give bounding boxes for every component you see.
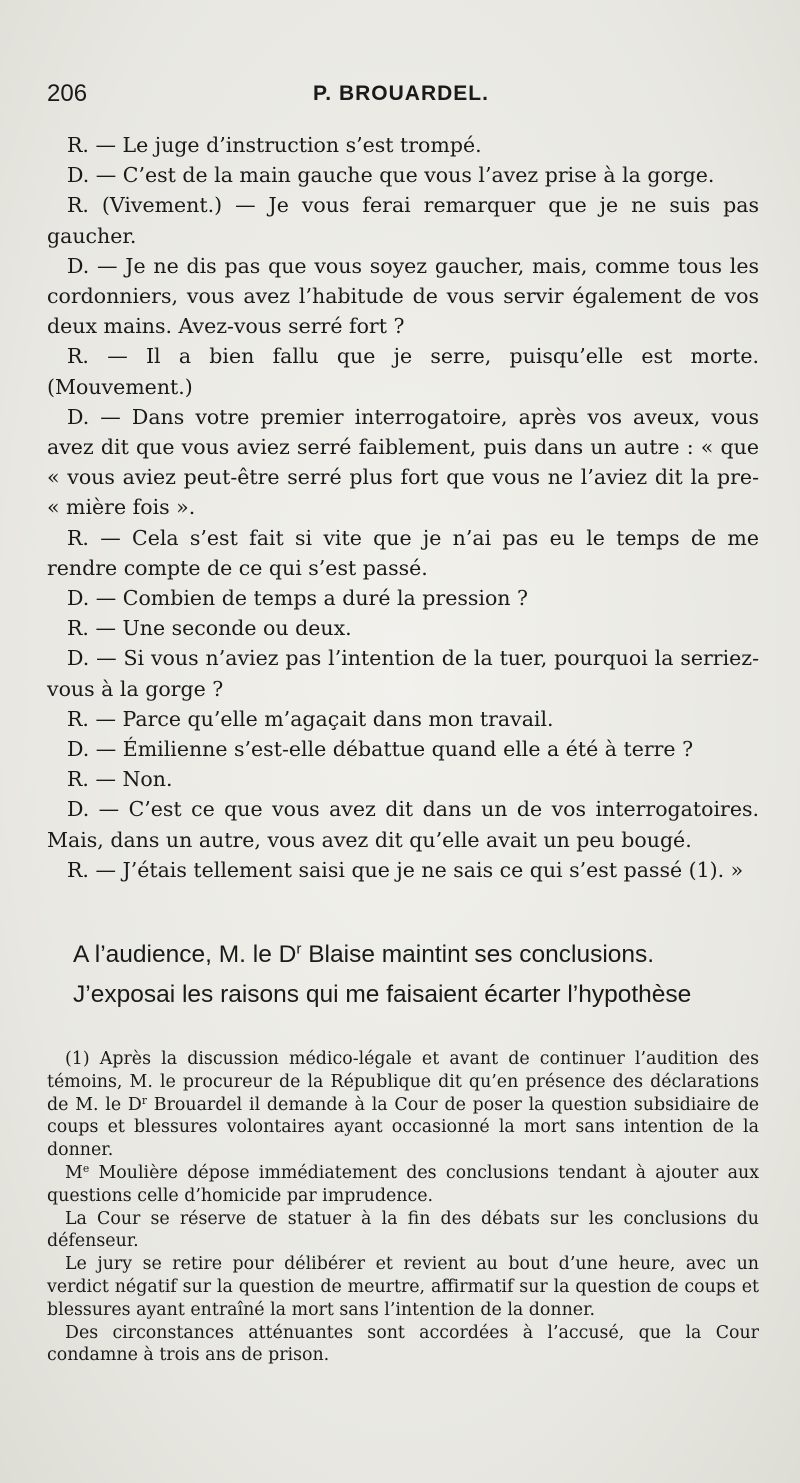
interrogation-dialogue bbox=[47, 130, 759, 885]
dialogue-line: D. — Combien de temps a duré la pression ? bbox=[67, 586, 528, 611]
dialogue-line: D. — Dans votre premier interrogatoire, après vos aveux, vous avez dit que vous aviez serré faiblement, puis dans un autre : « que « vous aviez peut-être serré plus fort que vous ne l’aviez dit la pre- « mière fois ». bbox=[47, 404, 759, 520]
footnote-paragraph: Me Moulière dépose immédiatement des conclusions tendant à ajouter aux questions celle d’homicide par imprudence. bbox=[47, 1162, 759, 1206]
dialogue-line: D. — C’est de la main gauche que vous l’avez prise à la gorge. bbox=[67, 163, 715, 188]
dialogue-line: R. (Vivement.) — Je vous ferai remarquer que je ne suis pas gaucher. bbox=[47, 193, 759, 248]
footnote-paragraph: Le jury se retire pour délibérer et revient au bout d’une heure, avec un verdict négatif sur la question de meurtre, affirmatif sur la question de coups et blessures ayant entraîné la mort sans l’intention de la donner. bbox=[47, 1254, 759, 1320]
dialogue-line: D. — C’est ce que vous avez dit dans un de vos interrogatoires. Mais, dans un autre, vous avez dit qu’elle avait un peu bougé. bbox=[47, 797, 759, 852]
main-paragraph: A l’audience, M. le $D^r$ Blaise maintint ses conclusions. bbox=[73, 940, 655, 968]
dialogue-line: R. — Il a bien fallu que je serre, puisqu’elle est morte. (Mouvement.) bbox=[47, 344, 759, 399]
dialogue-line: D. — Si vous n’aviez pas l’intention de la tuer, pourquoi la serriez-vous à la gorge ? bbox=[47, 646, 759, 701]
page-number: 206 bbox=[47, 80, 88, 107]
main-text bbox=[47, 935, 759, 1015]
footnote-paragraph: La Cour se réserve de statuer à la fin des débats sur les conclusions du défenseur. bbox=[47, 1208, 759, 1252]
footnote bbox=[47, 1048, 759, 1367]
dialogue-line: R. — Cela s’est fait si vite que je n’ai pas eu le temps de me rendre compte de ce qui s’est passé. bbox=[47, 525, 759, 580]
footnote-paragraph: Des circonstances atténuantes sont accordées à l’accusé, que la Cour condamne à trois ans de prison. bbox=[47, 1322, 759, 1366]
dialogue-line: R. — Non. bbox=[67, 767, 173, 792]
dialogue-line: R. — J’étais tellement saisi que je ne sais ce qui s’est passé (1). » bbox=[67, 857, 744, 882]
dialogue-line: R. — Le juge d’instruction s’est trompé. bbox=[67, 133, 482, 157]
dialogue-line: R. — Parce qu’elle m’agaçait dans mon travail. bbox=[67, 706, 554, 731]
footnote-paragraph: (1) Après la discussion médico-légale et avant de continuer l’audition des témoins, M. le procureur de la République dit qu’en présence des déclarations de M. le $D^r$ Brouardel il demande à la Cour de poser la question subsidiaire de coups et blessures volontaires ayant occasionné la mort sans intention de la donner. bbox=[47, 1049, 759, 1161]
running-title: P. BROUARDEL. bbox=[313, 82, 489, 105]
dialogue-line: R. — Une seconde ou deux. bbox=[67, 616, 352, 641]
dialogue-line: D. — Je ne dis pas que vous soyez gaucher, mais, comme tous les cordonniers, vous avez l’habitude de vous servir également de vos deux mains. Avez-vous serré fort ? bbox=[47, 253, 759, 339]
dialogue-line: D. — Émilienne s’est-elle débattue quand elle a été à terre ? bbox=[67, 737, 694, 762]
main-paragraph: J’exposai les raisons qui me faisaient écarter l’hypothèse bbox=[73, 981, 692, 1008]
page-header bbox=[47, 80, 752, 112]
